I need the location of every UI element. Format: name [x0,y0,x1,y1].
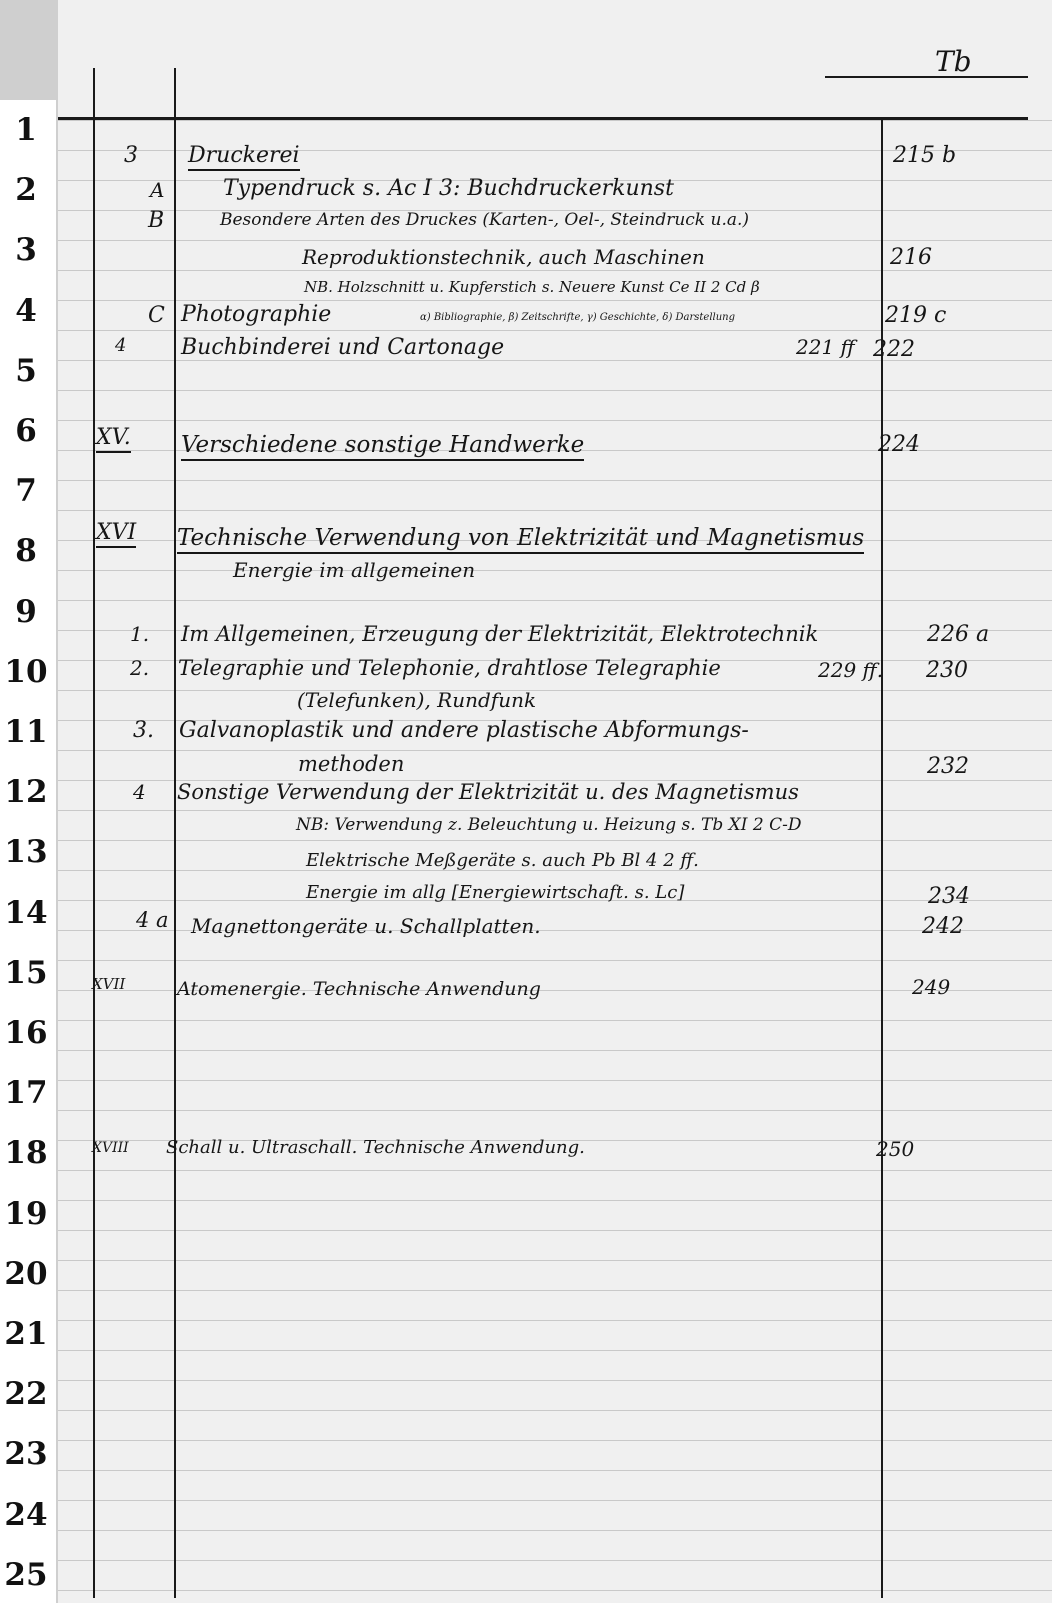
entry-schall-page: 250 [876,1137,915,1161]
ruled-line [58,1560,1052,1561]
line-number: 9 [15,593,37,630]
entry-buchbinderei-side: 221 ff [796,335,855,359]
ruled-line [58,510,1052,511]
entry-photographie-note: α) Bibliographie, β) Zeitschrifte, γ) Geschichte, δ) Darstellung [420,312,736,323]
entry-buchbinderei-num: 4 [115,335,127,356]
ruled-line [58,1350,1052,1351]
gutter-corner [0,0,58,100]
entry-schall-title: Schall u. Ultraschall. Technische Anwendung. [166,1137,585,1158]
entry-technische-num: XVI [96,520,136,548]
line-number: 10 [4,653,48,690]
line-number: 20 [4,1255,48,1292]
entry-photographie-page: 219 c [885,303,947,328]
ruled-line [58,1470,1052,1471]
ruled-line [58,1080,1052,1081]
ruled-line [58,1050,1052,1051]
entry-photographie-num: C [148,303,165,328]
line-number: 8 [15,533,37,570]
entry-allgemeinen-title: Im Allgemeinen, Erzeugung der Elektrizität, Elektrotechnik [181,622,819,646]
entry-sonstige-num: 4 [133,780,146,804]
entry-messgeraete-title: Elektrische Meßgeräte s. auch Pb Bl 4 2 ff. [306,850,699,871]
ruled-line [58,1230,1052,1231]
entry-telegraphie-title: Telegraphie und Telephonie, drahtlose Telegraphie [178,656,721,680]
line-number: 17 [4,1075,48,1112]
ruled-line [58,600,1052,601]
entry-druckerei-num: 3 [124,143,138,168]
entry-schall-num: XVIII [92,1140,129,1156]
line-number: 3 [15,232,37,269]
entry-magnetton-title: Magnettongeräte u. Schallplatten. [191,914,541,938]
ruled-line [58,240,1052,241]
entry-telegraphie-sub: (Telefunken), Rundfunk [297,688,537,712]
line-number: 25 [4,1556,48,1593]
ruled-line [58,690,1052,691]
entry-photographie-title: Photographie [181,302,332,327]
line-number: 14 [4,894,48,931]
ruled-line [58,270,1052,271]
line-number: 5 [15,352,37,389]
ruled-line [58,1170,1052,1171]
entry-druckerei-title: Druckerei [188,143,300,171]
entry-galvano-page: 232 [927,754,969,779]
header-rule [58,117,1028,120]
entry-reproduktion-title: Reproduktionstechnik, auch Maschinen [302,245,705,269]
ruled-line [58,390,1052,391]
entry-galvano-sub: methoden [298,752,405,776]
entry-buchbinderei-page: 222 [873,337,915,362]
ruled-line [58,960,1052,961]
ruled-line [58,1110,1052,1111]
entry-typendruck-title: Typendruck s. Ac I 3: Buchdruckerkunst [223,176,674,201]
entry-magnetton-page: 242 [922,914,964,939]
entry-atom-page: 249 [912,975,951,999]
ruled-line [58,750,1052,751]
header-code-rule [825,76,1028,78]
entry-galvano-title: Galvanoplastik und andere plastische Abformungs- [179,718,749,743]
line-number: 7 [15,473,37,510]
ruled-line [58,570,1052,571]
entry-telegraphie-num: 2. [130,656,150,680]
header-code: Tb [935,45,972,78]
entry-reproduktion-page: 216 [890,245,932,270]
entry-galvano-num: 3. [133,718,154,743]
left-margin-line [93,68,95,1598]
line-number: 2 [15,172,37,209]
ruled-line [58,1380,1052,1381]
line-number: 19 [4,1195,48,1232]
entry-allgemeinen-page: 226 a [927,622,990,647]
entry-technische-title: Technische Verwendung von Elektrizität und Magnetismus [177,525,864,554]
entry-verschiedene-title: Verschiedene sonstige Handwerke [181,432,584,461]
ruled-line [58,330,1052,331]
entry-allgemeinen-num: 1. [130,622,150,646]
ruled-line [58,1290,1052,1291]
entry-verschiedene-num: XV. [96,425,131,453]
entry-holzschnitt-title: NB. Holzschnitt u. Kupferstich s. Neuere Kunst Ce II 2 Cd β [304,278,760,296]
line-number: 24 [4,1496,48,1533]
ruled-line [58,300,1052,301]
line-number: 4 [15,292,37,329]
line-number: 18 [4,1135,48,1172]
ruled-line [58,1320,1052,1321]
ruled-line [58,810,1052,811]
line-number: 16 [4,1015,48,1051]
line-number: 21 [4,1316,48,1352]
ruled-line [58,1020,1052,1021]
line-number: 6 [15,413,37,449]
entry-atom-num: XVII [92,975,126,993]
ruled-line [58,840,1052,841]
entry-verschiedene-page: 224 [878,432,920,457]
line-number: 23 [4,1436,48,1473]
ruled-line [58,420,1052,421]
line-number: 12 [4,774,48,811]
ruled-line [58,1500,1052,1501]
ruled-line [58,120,1052,121]
entry-magnetton-num: 4 a [136,908,169,932]
ruled-line [58,1530,1052,1531]
number-column-line [174,68,176,1598]
line-number: 11 [4,714,48,750]
ruled-line [58,1200,1052,1201]
line-number: 22 [4,1376,48,1413]
entry-technische-sub: Energie im allgemeinen [233,558,476,582]
entry-telegraphie-page: 230 [926,658,968,683]
entry-energie-page: 234 [928,884,970,909]
line-number: 15 [4,954,48,991]
line-number: 13 [4,834,48,871]
entry-energie-title: Energie im allg [Energiewirtschaft. s. Lc] [306,882,685,903]
entry-nb-verwendung-title: NB: Verwendung z. Beleuchtung u. Heizung s. Tb XI 2 C-D [296,815,802,835]
entry-sonstige-title: Sonstige Verwendung der Elektrizität u. des Magnetismus [177,780,799,804]
ruled-line [58,1440,1052,1441]
ruled-line [58,1410,1052,1411]
ruled-line [58,1590,1052,1591]
entry-telegraphie-side: 229 ff. [818,658,884,682]
entry-typendruck-num: A [150,178,165,202]
entry-besondere-num: B [148,208,165,233]
entry-atom-title: Atomenergie. Technische Anwendung [177,978,541,1000]
ruled-line [58,480,1052,481]
entry-druckerei-page: 215 b [893,143,957,168]
entry-besondere-title: Besondere Arten des Druckes (Karten-, Oel-, Steindruck u.a.) [220,210,750,230]
line-number-gutter [0,0,58,1603]
line-number: 1 [15,112,37,148]
ruled-line [58,1260,1052,1261]
entry-buchbinderei-title: Buchbinderei und Cartonage [181,335,505,360]
